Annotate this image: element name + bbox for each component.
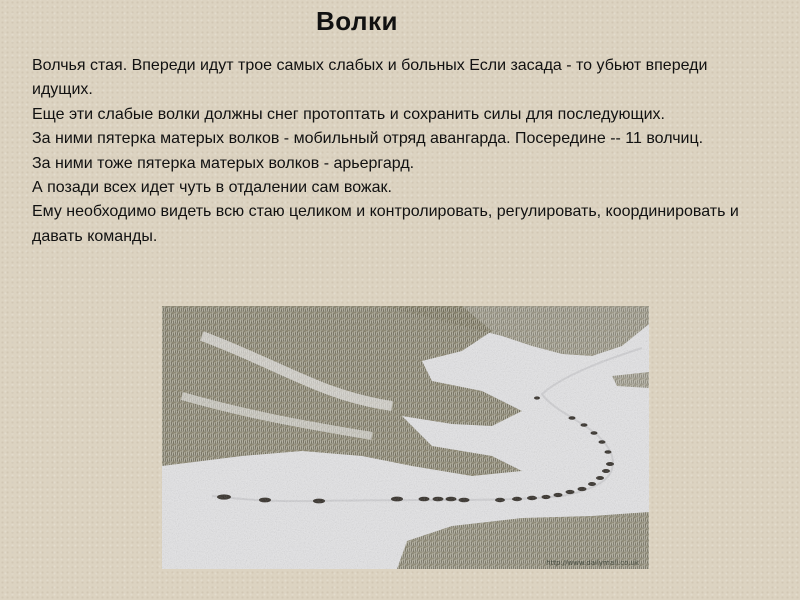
- paragraph-4: За ними тоже пятерка матерых волков - арьергард.: [32, 154, 415, 172]
- slide-body: [32, 54, 772, 249]
- wolf-pack-photo: [162, 306, 649, 569]
- paragraph-5: А позади всех идет чуть в отдалении сам вожак.: [32, 179, 392, 197]
- paragraph-1: Волчья стая. Впереди идут трое самых слабых и больных Если засада - то убьют впереди идущих.: [32, 57, 708, 99]
- paragraph-2: Еще эти слабые волки должны снег протоптать и сохранить силы для последующих.: [32, 105, 665, 123]
- photo-watermark: http://www.dailymail.co.uk: [546, 559, 639, 567]
- paragraph-3: За ними пятерка матерых волков - мобильный отряд авангарда. Посередине -- 11 волчиц.: [32, 130, 704, 148]
- paragraph-6: Ему необходимо видеть всю стаю целиком и контролировать, регулировать, координировать и давать команды.: [32, 203, 739, 245]
- slide-title: Волки: [316, 6, 399, 36]
- wolf-pack-illustration: [162, 306, 649, 569]
